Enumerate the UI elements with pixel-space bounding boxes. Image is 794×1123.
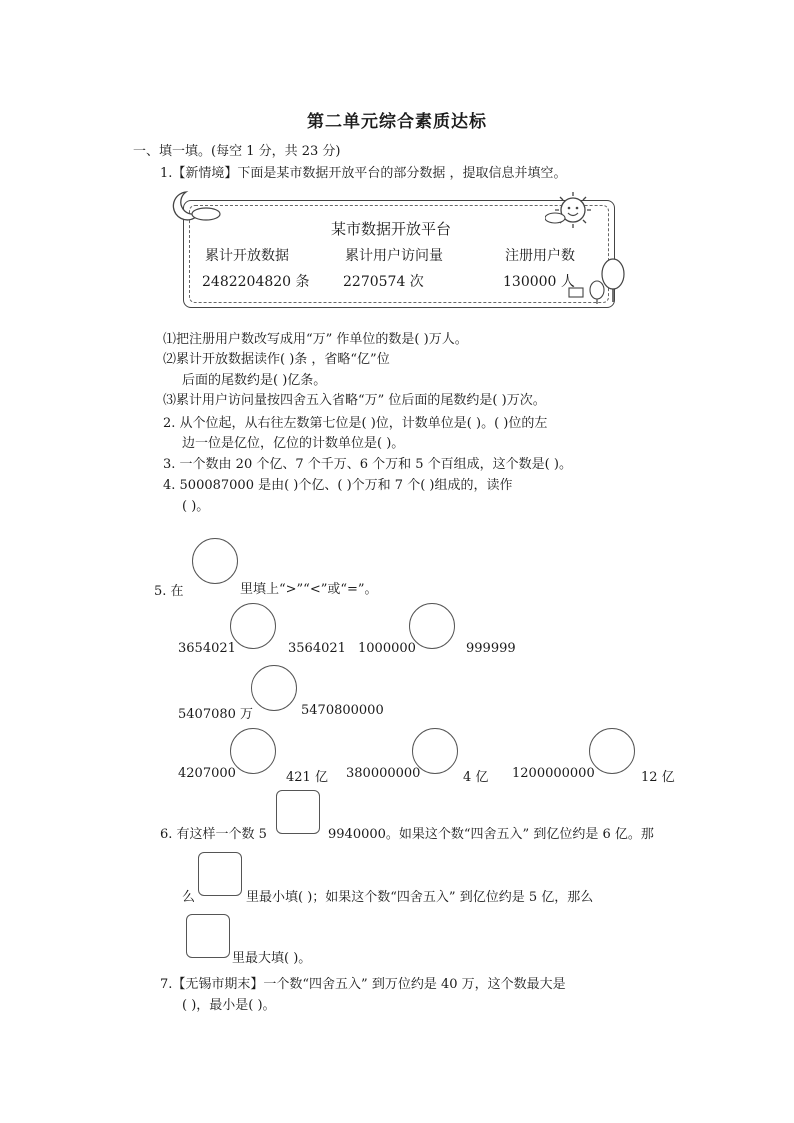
cmp-right: 421 亿 [286,770,328,785]
cmp-right: 5470800000 [301,703,384,718]
cmp-left: 5407080 万 [178,707,254,722]
col1-value: 2482204820 条 [202,274,310,290]
q4-line2: ( )。 [182,499,210,514]
q1-part1: ⑴把注册用户数改写成用“万” 作单位的数是( )万人。 [163,332,468,347]
section-heading: 一、填一填。(每空 1 分，共 23 分) [133,144,341,159]
col3-label: 注册用户数 [505,248,575,264]
answer-circle[interactable] [589,728,635,774]
cmp-right: 3564021 [288,641,346,656]
q2-line2: 边一位是亿位，亿位的计数单位是( )。 [182,436,405,451]
q2-line1: 2. 从个位起，从右往左数第七位是( )位，计数单位是( )。( )位的左 [163,416,548,431]
answer-circle[interactable] [230,728,276,774]
cmp-left: 380000000 [346,766,421,781]
panel-title: 某市数据开放平台 [331,220,452,238]
col2-label: 累计用户访问量 [345,248,443,264]
q7-line2: ( )，最小是( )。 [182,998,276,1013]
cmp-left: 4207000 [178,766,236,781]
q6-line3: 里最大填( )。 [232,951,312,966]
answer-circle-demo[interactable] [192,538,238,584]
col2-value: 2270574 次 [343,274,424,290]
moon-icon [166,186,226,226]
q6-line1b: 9940000。如果这个数“四舍五入” 到亿位约是 6 亿。那 [328,827,654,842]
answer-square[interactable] [198,852,242,896]
cmp-right: 999999 [466,641,516,656]
q6-line2b: 里最小填( )；如果这个数“四舍五入” 到亿位约是 5 亿，那么 [246,890,594,905]
answer-circle[interactable] [409,603,455,649]
q5-lead: 5. 在 [154,584,184,599]
answer-square[interactable] [276,790,320,834]
q1-part2b: 后面的尾数约是( )亿条。 [182,373,327,388]
q1-intro: 1.【新情境】下面是某市数据开放平台的部分数据 ，提取信息并填空。 [160,166,567,181]
q7-line1: 7.【无锡市期末】一个数“四舍五入” 到万位约是 40 万，这个数最大是 [160,977,566,992]
q4-line1: 4. 500087000 是由( )个亿、( )个万和 7 个( )组成的，读作 [163,478,513,493]
answer-circle[interactable] [251,665,297,711]
q1-part3: ⑶累计用户访问量按四舍五入省略“万” 位后面的尾数约是( )万次。 [163,393,546,408]
cmp-right: 4 亿 [463,770,489,785]
cmp-left: 1200000000 [512,766,595,781]
answer-circle[interactable] [412,728,458,774]
cmp-left: 3654021 [178,641,236,656]
q6-line1a: 6. 有这样一个数 5 [160,827,267,842]
cmp-left: 1000000 [358,641,416,656]
q6-line2a: 么 [182,890,196,905]
col1-label: 累计开放数据 [205,248,289,264]
q3-line: 3. 一个数由 20 个亿、7 个千万、6 个万和 5 个百组成，这个数是( )。 [163,457,572,472]
cmp-right: 12 亿 [641,770,675,785]
q1-part2a: ⑵累计开放数据读作( )条 ，省略“亿”位 [163,352,390,367]
page-title: 第二单元综合素质达标 [307,112,487,132]
q5-instruction: 里填上“>”“<”或“=”。 [240,582,378,597]
sun-icon [545,190,615,232]
col3-value: 130000 人 [503,274,575,290]
answer-circle[interactable] [230,603,276,649]
answer-square[interactable] [186,914,230,958]
